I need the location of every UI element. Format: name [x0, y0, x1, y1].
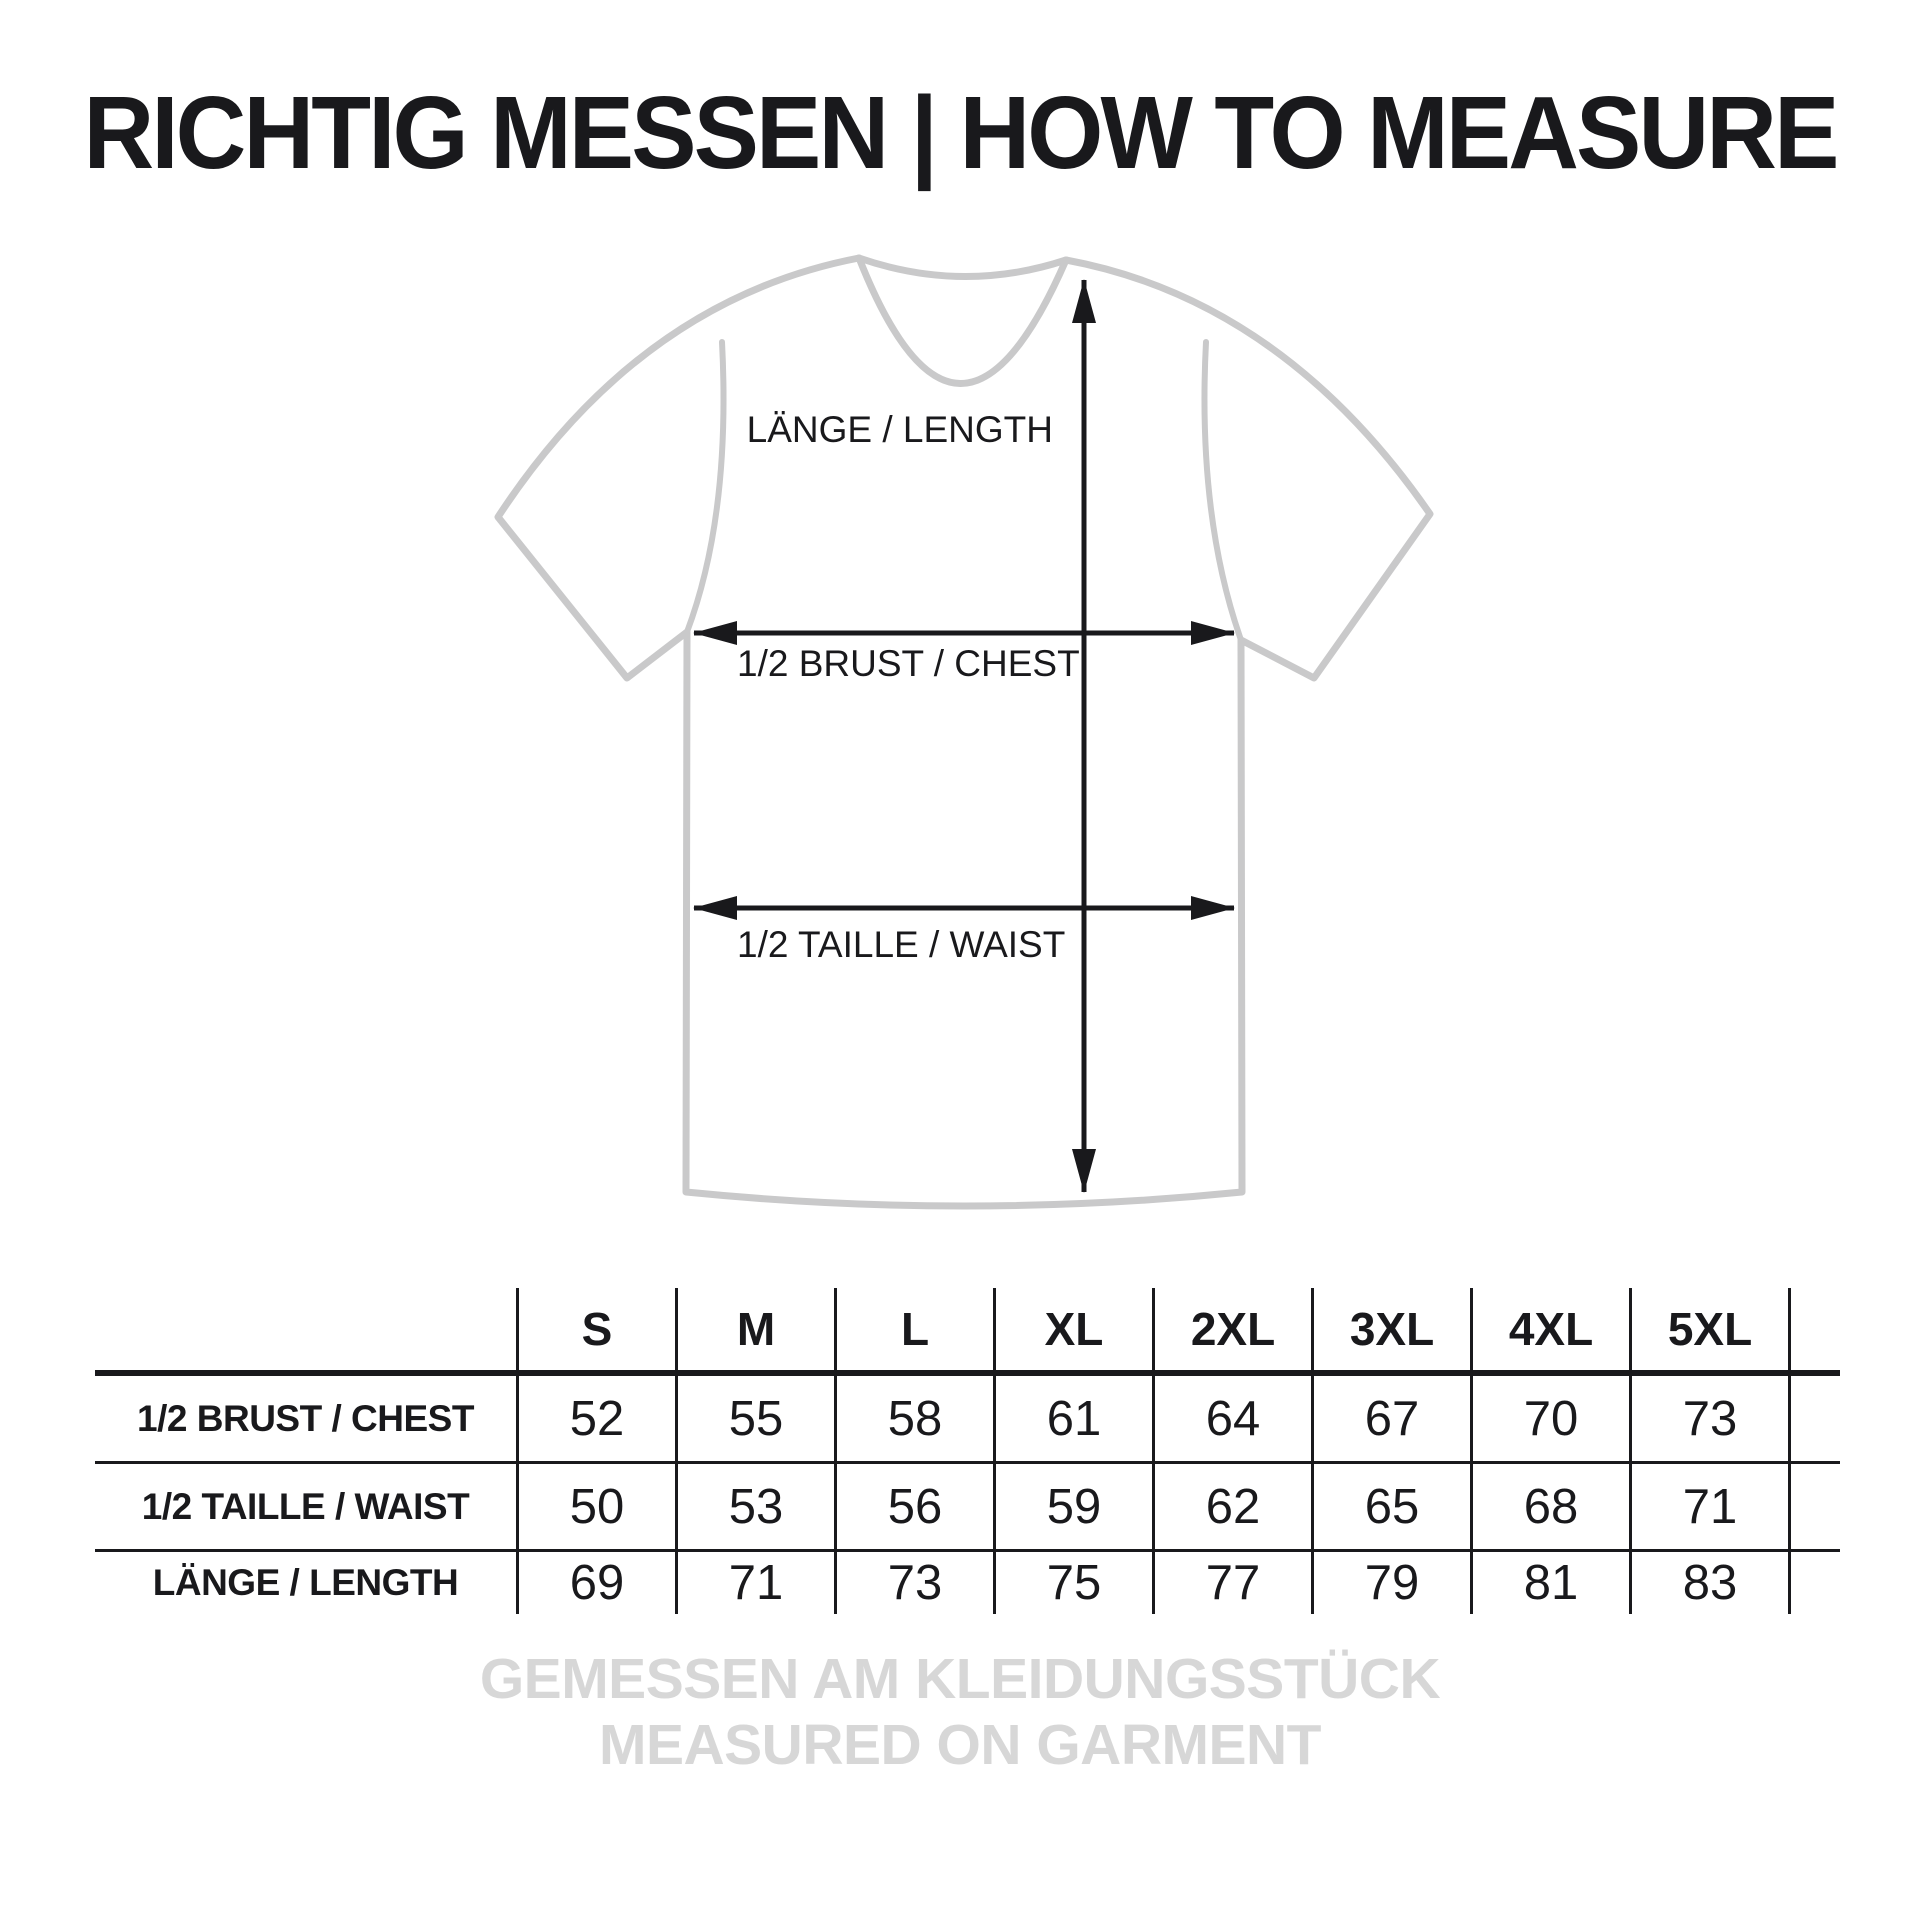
armhole-seam-right — [1204, 342, 1241, 640]
chest-value-s: 52 — [516, 1376, 675, 1461]
table-row-length — [95, 1552, 1840, 1614]
col-header-5xl: 5XL — [1629, 1288, 1788, 1370]
row-label-chest: 1/2 BRUST / CHEST — [137, 1397, 474, 1439]
size-table-header-row — [95, 1288, 1840, 1376]
table-row-chest — [95, 1376, 1840, 1464]
length-value-4xl: 81 — [1470, 1552, 1629, 1614]
page-title: RICHTIG MESSEN | HOW TO MEASURE — [83, 75, 1837, 190]
corner-cell — [95, 1288, 516, 1370]
col-header-l: L — [834, 1288, 993, 1370]
chest-value-3xl: 67 — [1311, 1376, 1470, 1461]
tshirt-body-path — [498, 258, 1430, 1206]
row-label-length: LÄNGE / LENGTH — [152, 1562, 459, 1603]
length-value-3xl: 79 — [1311, 1552, 1470, 1614]
col-header-2xl: 2XL — [1152, 1288, 1311, 1370]
length-label: LÄNGE / LENGTH — [746, 409, 1053, 450]
chest-value-5xl: 73 — [1629, 1376, 1788, 1461]
collar-back-path — [859, 258, 1066, 277]
row-label-waist: 1/2 TAILLE / WAIST — [141, 1485, 470, 1527]
waist-value-3xl: 65 — [1311, 1464, 1470, 1549]
armhole-seam-left — [687, 342, 724, 632]
length-value-2xl: 77 — [1152, 1552, 1311, 1614]
chest-value-m: 55 — [675, 1376, 834, 1461]
length-value-5xl: 83 — [1629, 1552, 1788, 1614]
col-header-4xl: 4XL — [1470, 1288, 1629, 1370]
note-line-de: GEMESSEN AM KLEIDUNGSSTÜCK — [479, 1647, 1441, 1711]
length-value-m: 71 — [675, 1552, 834, 1614]
length-value-l: 73 — [834, 1552, 993, 1614]
waist-value-5xl: 71 — [1629, 1464, 1788, 1549]
chest-value-4xl: 70 — [1470, 1376, 1629, 1461]
spacer-cell — [1788, 1376, 1840, 1461]
spacer-cell — [1788, 1288, 1840, 1370]
waist-value-l: 56 — [834, 1464, 993, 1549]
length-value-s: 69 — [516, 1552, 675, 1614]
note-line-en: MEASURED ON GARMENT — [598, 1713, 1321, 1777]
chest-value-l: 58 — [834, 1376, 993, 1461]
col-header-s: S — [516, 1288, 675, 1370]
waist-value-m: 53 — [675, 1464, 834, 1549]
spacer-cell — [1788, 1464, 1840, 1549]
waist-value-s: 50 — [516, 1464, 675, 1549]
chest-label: 1/2 BRUST / CHEST — [737, 643, 1080, 684]
col-header-3xl: 3XL — [1311, 1288, 1470, 1370]
col-header-xl: XL — [993, 1288, 1152, 1370]
col-header-m: M — [675, 1288, 834, 1370]
size-table — [95, 1288, 1840, 1614]
length-value-xl: 75 — [993, 1552, 1152, 1614]
table-row-waist — [95, 1464, 1840, 1552]
waist-value-2xl: 62 — [1152, 1464, 1311, 1549]
tshirt-outline — [498, 258, 1430, 1206]
waist-label: 1/2 TAILLE / WAIST — [737, 924, 1066, 965]
waist-value-xl: 59 — [993, 1464, 1152, 1549]
chest-value-xl: 61 — [993, 1376, 1152, 1461]
spacer-cell — [1788, 1552, 1840, 1614]
chest-value-2xl: 64 — [1152, 1376, 1311, 1461]
waist-value-4xl: 68 — [1470, 1464, 1629, 1549]
measured-on-garment-note — [0, 1646, 1920, 1778]
